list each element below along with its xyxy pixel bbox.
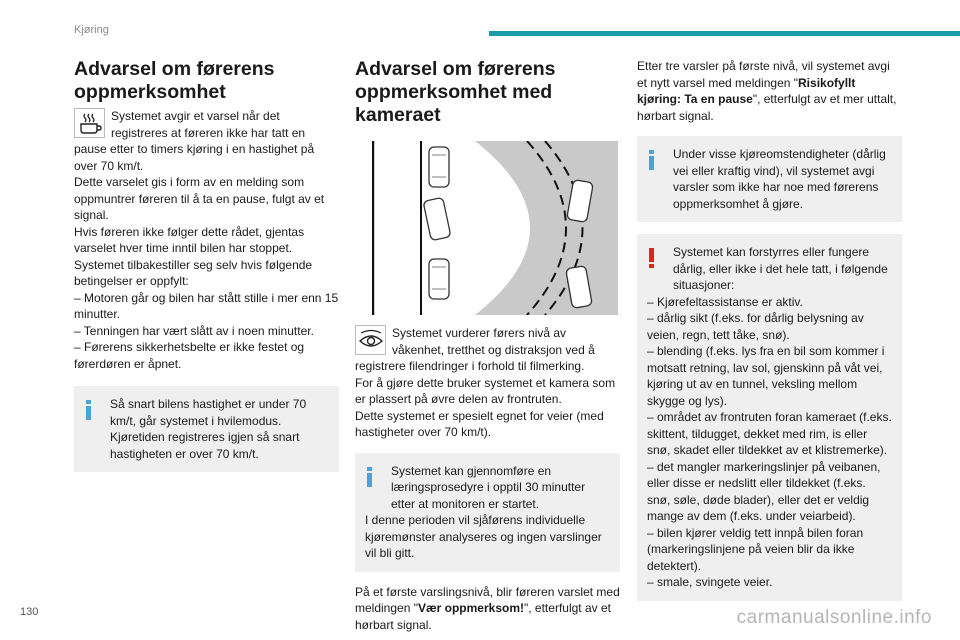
paragraph: Systemet tilbakestiller seg selv hvis følgende betingelser er oppfylt: xyxy=(74,257,313,288)
message-text: Risikofyllt kjøring: Ta en pause xyxy=(637,75,856,106)
paragraph xyxy=(637,58,902,124)
warning-note-text: Systemet kan forstyrres eller fungere dårlig, eller ikke i det hele tatt, i følgende situasjoner: xyxy=(673,245,888,292)
list-item: – dårlig sikt (f.eks. for dårlig belysning av veien, regn, tett tåke, snø). xyxy=(647,311,864,342)
column-driver-attention xyxy=(74,58,339,472)
section-title: Advarsel om førerens oppmerksomhet xyxy=(74,58,275,103)
list-item: – det mangler markeringslinjer på veibanen, eller disse er nedslitt eller tildekket (f.eks. snø, søle, døde blader), eller det er veldig mange av dem (f.eks. under veiarbeid). xyxy=(647,459,881,523)
driver-attention-warning-icon xyxy=(74,108,105,138)
text-fragment: Etter tre varsler på første nivå, vil systemet avgi et nytt varsel med meldingen " xyxy=(637,59,890,90)
intro-text: Systemet vurderer førers nivå av våkenhet, tretthet og distraksjon ved å registrere filendringer i forhold til filmerking. xyxy=(355,326,595,373)
camera-eye-icon xyxy=(355,325,386,355)
paragraph: Dette varselet gis i form av en melding som oppmuntrer føreren til å ta en pause, fulgt av et signal. xyxy=(74,175,325,222)
list-item: – Førerens sikkerhetsbelte er ikke festet og førerdøren er åpnet. xyxy=(74,340,305,371)
info-icon xyxy=(367,467,373,487)
section-title: Advarsel om førerens oppmerksomhet med kameraet xyxy=(355,58,556,126)
info-note xyxy=(637,136,902,222)
page-number: 130 xyxy=(20,606,39,618)
list-item: – Motoren går og bilen har stått stille i mer enn 15 minutter. xyxy=(74,290,339,321)
message-text: Vær oppmerksom! xyxy=(417,601,524,615)
column-continued xyxy=(637,58,902,601)
section-header-label: Kjøring xyxy=(74,24,109,36)
info-note-text: I denne perioden vil sjåførens individuelle kjøremønster analyseres og ingen varslinger vil bli gitt. xyxy=(365,513,602,560)
text-fragment: ", etterfulgt av et hørbart signal. xyxy=(355,601,611,632)
watermark: carmanualsonline.info xyxy=(736,607,932,628)
info-icon xyxy=(86,400,92,420)
paragraph: For å gjøre dette bruker systemet et kamera som er plassert på øvre delen av frontruten. xyxy=(355,375,616,406)
warning-note xyxy=(637,234,902,601)
paragraph: Hvis føreren ikke følger dette rådet, gjentas varselet hver time inntil bilen har stoppet. xyxy=(74,224,305,255)
info-note-text: Under visse kjøreomstendigheter (dårlig vei eller kraftig vind), vil systemet avgi varsler som ikke har noe med førerens oppmerksomhet å gjøre. xyxy=(673,147,886,211)
list-item: – Kjørefeltassistanse er aktiv. xyxy=(647,294,803,309)
list-item: – Tenningen har vært slått av i noen minutter. xyxy=(74,323,314,338)
list-item: – smale, svingete veier. xyxy=(647,575,773,589)
info-note xyxy=(74,386,339,472)
section-header-bar xyxy=(489,31,960,36)
text-fragment: På et første varslingsnivå, blir føreren varslet med meldingen " xyxy=(355,584,620,615)
info-note xyxy=(355,453,620,572)
info-note-text: Systemet kan gjennomføre en læringsprosedyre i opptil 30 minutter etter at monitoren er startet. xyxy=(391,463,586,511)
intro-text: Systemet avgir et varsel når det registreres at føreren ikke har tatt en pause etter to timers kjøring i en hastighet på over 70 km/t. xyxy=(74,109,315,173)
paragraph xyxy=(355,584,620,634)
paragraph: Dette systemet er spesielt egnet for veier (med hastigheter over 70 km/t). xyxy=(355,408,604,439)
list-item: – bilen kjører veldig tett innpå bilen foran (markeringslinjene på veien blir da ikke detektert). xyxy=(647,525,864,573)
column-camera-attention xyxy=(355,58,620,633)
info-note-text: Så snart bilens hastighet er under 70 km/t, går systemet i hvilemodus. Kjøretiden registreres igjen så snart hastigheten er over 70 km/t. xyxy=(110,397,307,461)
list-item: – området av frontruten foran kameraet (f.eks. skittent, tildugget, dekket med rim, is eller snø, skadet eller tildekket av et klistremerke). xyxy=(647,410,892,457)
lane-drift-illustration xyxy=(355,141,618,315)
list-item: – blending (f.eks. lys fra en bil som kommer i motsatt retning, lav sol, gjenskinn på våt vei, kjøring ut av en tunnel, veksling mellom skygge og lys). xyxy=(647,344,885,408)
text-fragment: ", etterfulgt av et mer uttalt, hørbart signal. xyxy=(637,92,897,123)
info-icon xyxy=(649,150,655,170)
warning-icon xyxy=(649,248,655,268)
